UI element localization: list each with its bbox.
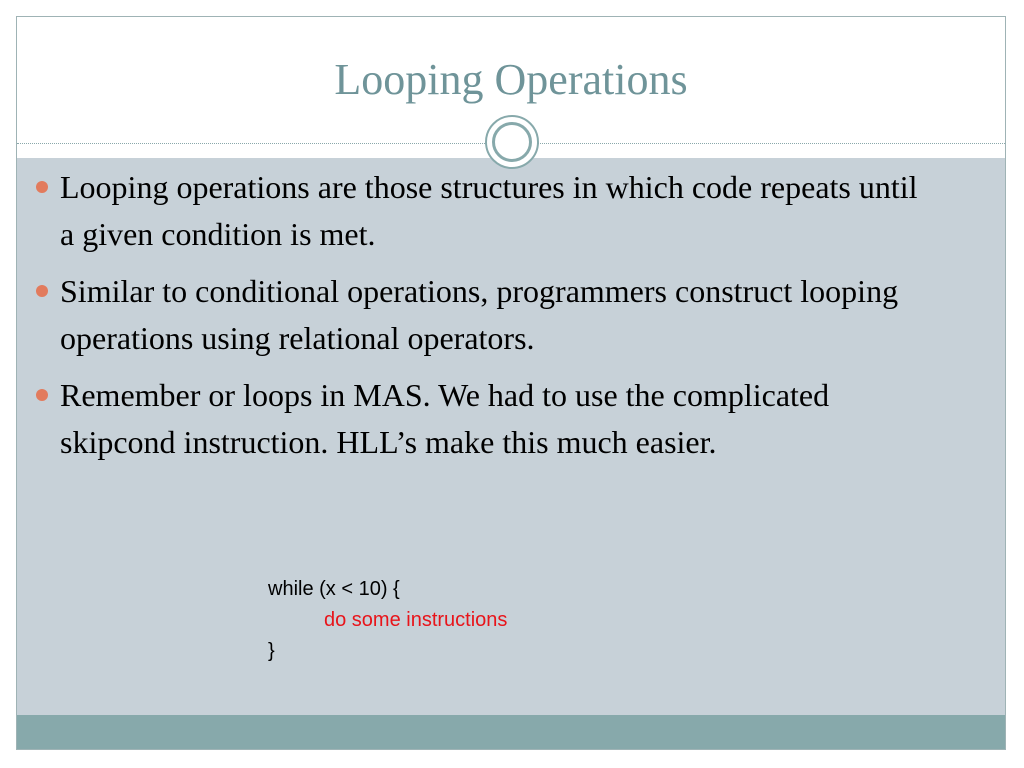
footer-band — [17, 715, 1005, 750]
code-line-body: do some instructions — [324, 609, 508, 631]
slide-title: Looping Operations — [334, 55, 688, 104]
circle-ornament-icon — [485, 115, 539, 169]
bullet-text: Looping operations are those structures in which code repeats until a given condition is met. — [60, 169, 918, 252]
bullet-item — [32, 268, 932, 362]
bullet-icon — [36, 181, 48, 193]
inner-circle-icon — [492, 122, 532, 162]
bullet-text: Remember or loops in MAS. We had to use the complicated skipcond instruction. HLL’s make this much easier. — [60, 377, 830, 460]
code-line-while: while (x < 10) { — [268, 578, 400, 600]
code-example — [268, 574, 507, 667]
bullet-text: Similar to conditional operations, programmers construct looping operations using relational operators. — [60, 273, 899, 356]
bullet-item — [32, 372, 932, 466]
bullet-item — [32, 164, 932, 258]
bullet-list — [32, 164, 932, 476]
bullet-icon — [36, 389, 48, 401]
code-line-close: } — [268, 640, 275, 662]
bullet-icon — [36, 285, 48, 297]
